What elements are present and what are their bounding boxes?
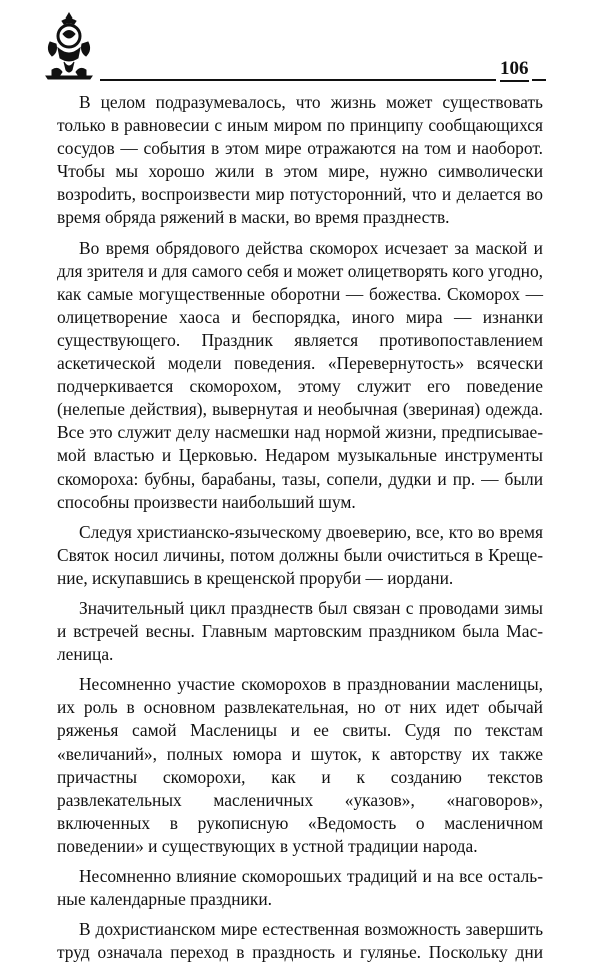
paragraph: Несомненно участие скоморохов в праздновании масленицы, их роль в основном развлекательная, но от них идет обычай ряженья самой Масленицы и ее свиты. Судя по текстам «величаний», полных юмора и шуток, к авторству их также причастны скоморохи, как и к созданию текстов развлекательных масленичных «указов», «наговоров», включенных в рукописную «Ведомость о масленичном поведении» и существующих в устной традиции народа. [57, 674, 543, 856]
paragraph: Несомненно влияние скоморошьих традиций и на все остальные календарные праздники. [57, 866, 543, 910]
header-rule [100, 79, 496, 81]
paragraph: Во время обрядового действа скоморох исчезает за маской и для зрителя и для самого себя и может олицетворять кого угодно, как самые могущественные оборотни — божества. Скоморох — олицетворение хаоса и беспорядка, иного мира — изнанки существующего. Праздник является противопоставлением аскетической модели поведения. «Перевернутость» всячески подчеркивается скоморохом, этому служит его поведение (нелепые действия), вывернутая и необычная (звериная) одежда. Все это служит делу насмешки над нормой жизни, предписываемой властью и Церковью. Недаром музыкальные инструменты скомороха: бубны, барабаны, тазы, сопели, дудки и пр. — были способны произвести наибольший шум. [57, 237, 543, 512]
paragraph: В дохристианском мире естественная возможность завершить труд означала переход в праздность и гулянье. Поскольку дни [57, 919, 543, 963]
body-text [57, 91, 543, 971]
paragraph: Значительный цикл празднеств был связан с проводами зимы и встречей весны. Главным мартовским праздником была Масленица. [57, 597, 543, 665]
page-number: 106 [500, 58, 529, 82]
paragraph: Следуя христианско-языческому двоеверию, все, кто во время Святок носил личины, потом должны были очиститься в Крещение, искупавшись в крещенской проруби — иордани. [57, 521, 543, 588]
paragraph: В целом подразумевалось, что жизнь может существовать только в равновесии с иным миром по принципу сообщающихся сосудов — события в этом мире отражаются на том и наоборот. Чтобы мы хорошо жили в этом мире, нужно символически возроdить, воспроизвести мир потусторонний, что и делается во время обряда ряжений в маски, во время празднеств. [57, 92, 543, 228]
page-number-rule [532, 79, 546, 81]
book-emblem-icon [44, 12, 94, 80]
